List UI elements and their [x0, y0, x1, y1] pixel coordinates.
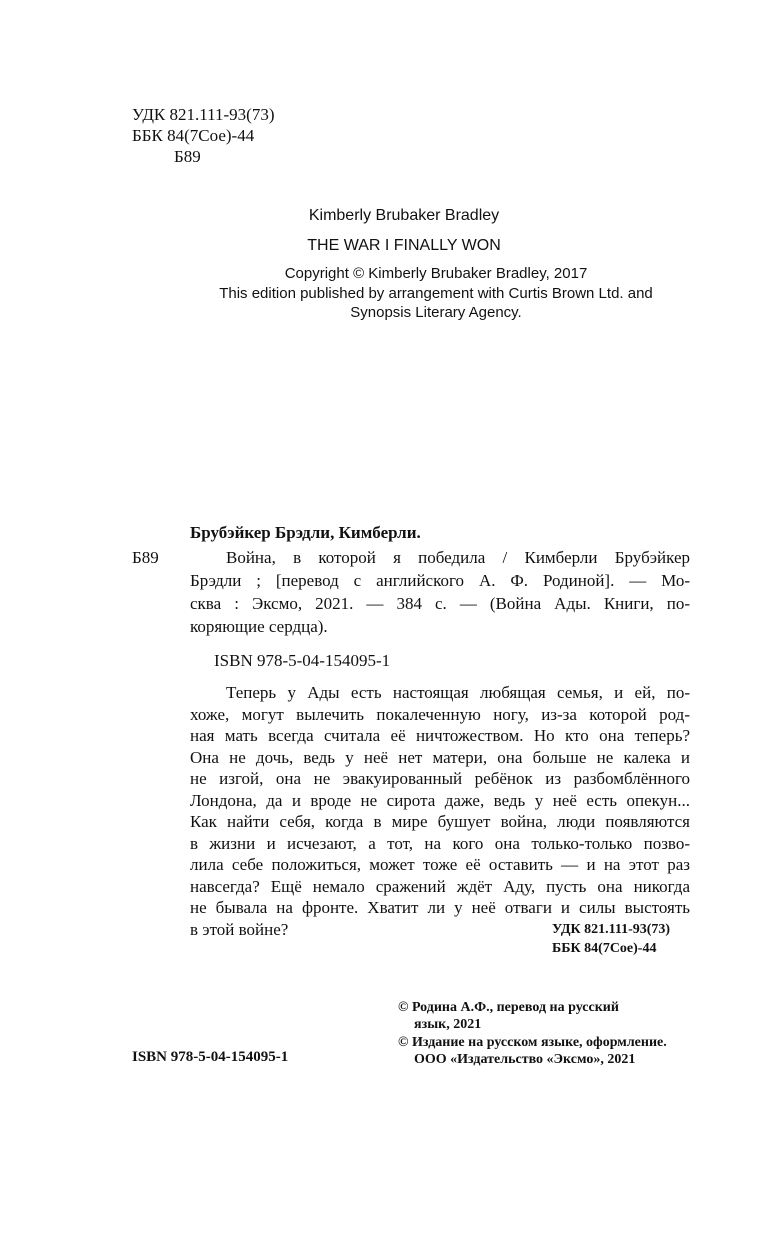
annotation-bbk: ББК 84(7Сое)-44	[552, 941, 657, 956]
annotation-line-11: не бывала на фронте. Хватит ли у неё отваги и силы выстоять	[190, 898, 690, 917]
annotation-line-9: лила себе положиться, может тоже её оставить — и на этот раз	[190, 855, 690, 874]
annotation-line-12: в этой войне?	[190, 919, 289, 939]
udk-code: УДК 821.111-93(73)	[132, 105, 275, 124]
annotation-line-3: ная мать всегда считала её ничтожеством. Но кто она теперь?	[190, 726, 690, 745]
catalog-author-heading: Брубэйкер Брэдли, Кимберли.	[190, 523, 421, 542]
annotation-line-7: Как найти себя, когда в мире бушует война, люди появляются	[190, 812, 690, 831]
catalog-isbn: ISBN 978-5-04-154095-1	[214, 651, 391, 670]
annotation-line-6: Лондона, да и вроде не сирота даже, ведь у неё есть опекун...	[190, 790, 690, 810]
original-author: Kimberly Brubaker Bradley	[308, 207, 500, 224]
catalog-line-4: коряющие сердца).	[190, 617, 328, 636]
catalog-mark: Б89	[132, 548, 159, 567]
annotation-line-1: Теперь у Ады есть настоящая любящая семья, и ей, по-	[226, 683, 690, 702]
edition-note-line2: Synopsis Literary Agency.	[350, 304, 522, 321]
edition-copyright-line1: © Издание на русском языке, оформление.	[398, 1035, 667, 1050]
edition-copyright-line2: ООО «Издательство «Эксмо», 2021	[414, 1052, 636, 1067]
catalog-line-3: сква : Эксмо, 2021. — 384 с. — (Война Ады. Книги, по-	[190, 594, 690, 613]
catalog-line-1: Война, в которой я победила / Кимберли Брубэйкер	[226, 548, 690, 567]
catalog-line-2: Брэдли ; [перевод с английского А. Ф. Родиной]. — Мо-	[190, 571, 690, 590]
translation-copyright-line1: © Родина А.Ф., перевод на русский	[398, 1000, 619, 1015]
original-copyright: Copyright © Kimberly Brubaker Bradley, 2017	[284, 265, 588, 282]
annotation-line-5: не изгой, она не эвакуированный ребёнок из разбомблённого	[190, 769, 690, 788]
bbk-code: ББК 84(7Сое)-44	[132, 126, 255, 145]
original-title: THE WAR I FINALLY WON	[307, 237, 501, 254]
annotation-udk: УДК 821.111-93(73)	[552, 922, 671, 937]
footer-isbn: ISBN 978-5-04-154095-1	[132, 1049, 289, 1065]
annotation-line-8: в жизни и исчезают, а тот, на кого она только-только позво-	[190, 833, 690, 853]
translation-copyright-line2: язык, 2021	[414, 1017, 482, 1032]
annotation-line-10: навсегда? Ещё немало сражений ждёт Аду, пусть она никогда	[190, 876, 690, 896]
annotation-line-2: хоже, могут вылечить покалеченную ногу, из-за которой род-	[190, 704, 690, 724]
edition-note-line1: This edition published by arrangement with Curtis Brown Ltd. and	[219, 285, 653, 302]
annotation-line-4: Она не дочь, ведь у неё нет матери, она больше не калека и	[190, 747, 690, 767]
author-mark: Б89	[174, 147, 201, 166]
